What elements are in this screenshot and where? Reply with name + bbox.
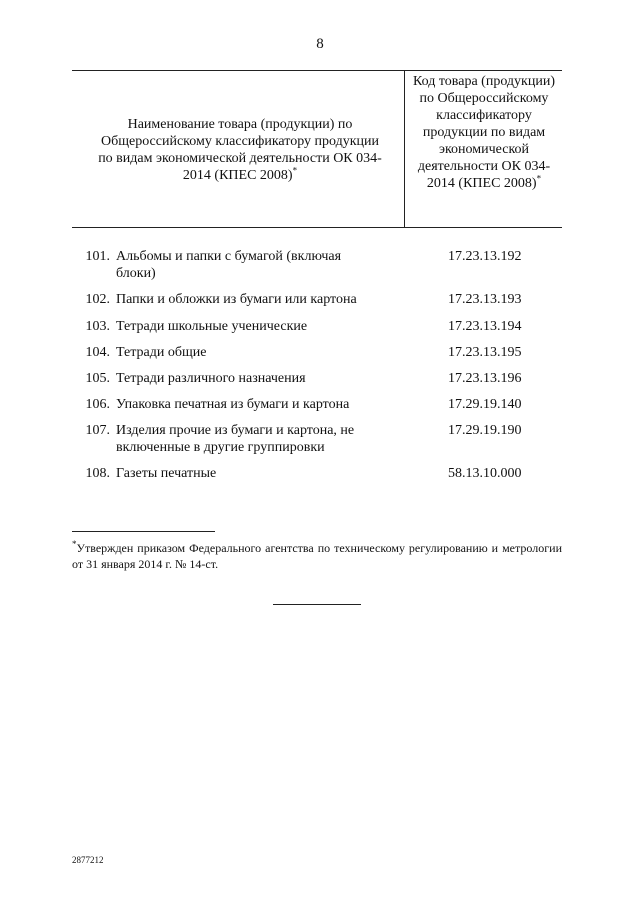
row-product-name: Альбомы и папки с бумагой (включая блоки) bbox=[116, 249, 342, 281]
row-product-code: 58.13.10.000 bbox=[448, 466, 522, 481]
row-number: 106. bbox=[85, 397, 110, 412]
footnote-separator bbox=[72, 531, 215, 532]
row-number: 105. bbox=[85, 371, 110, 386]
footnote bbox=[72, 540, 562, 572]
row-number: 107. bbox=[85, 423, 110, 438]
row-product-name: Тетради общие bbox=[116, 345, 207, 360]
column-header-name-text: Наименование товара (продукции) по Общероссийскому классификатору продукции по видам экономической деятельности ОК 034-2014 (КПЕС 2008) bbox=[98, 117, 382, 183]
row-product-code: 17.23.13.193 bbox=[448, 292, 522, 307]
footnote-marker: * bbox=[292, 165, 298, 176]
end-of-document-rule bbox=[273, 604, 361, 605]
row-product-name: Газеты печатные bbox=[116, 466, 217, 481]
page-number: 8 bbox=[316, 36, 324, 52]
footnote-marker: * bbox=[536, 173, 542, 184]
footnote-text: Утвержден приказом Федерального агентства по техническому регулированию и метрологии от 31 января 2014 г. № 14-ст. bbox=[72, 541, 562, 571]
row-product-code: 17.23.13.192 bbox=[448, 249, 522, 264]
row-product-code: 17.23.13.196 bbox=[448, 371, 522, 386]
table-header-divider bbox=[404, 70, 405, 227]
row-number: 102. bbox=[85, 292, 110, 307]
row-number: 101. bbox=[85, 249, 110, 264]
row-product-name: Изделия прочие из бумаги и картона, не включенные в другие группировки bbox=[116, 423, 355, 455]
row-product-code: 17.29.19.190 bbox=[448, 423, 522, 438]
row-product-name: Тетради школьные ученические bbox=[116, 319, 308, 334]
row-product-name: Тетради различного назначения bbox=[116, 371, 306, 386]
row-product-code: 17.29.19.140 bbox=[448, 397, 522, 412]
row-product-name: Упаковка печатная из бумаги и картона bbox=[116, 397, 350, 412]
column-header-code-text: Код товара (продукции) по Общероссийскому классификатору продукции по видам экономической деятельности ОК 034-2014 (КПЕС 2008) bbox=[413, 74, 555, 191]
footnote-marker: * bbox=[72, 539, 77, 549]
row-product-code: 17.23.13.194 bbox=[448, 319, 522, 334]
row-number: 103. bbox=[85, 319, 110, 334]
document-id: 2877212 bbox=[72, 855, 104, 865]
row-product-name: Папки и обложки из бумаги или картона bbox=[116, 292, 357, 307]
row-product-code: 17.23.13.195 bbox=[448, 345, 522, 360]
table-top-rule bbox=[72, 70, 562, 71]
row-number: 104. bbox=[85, 345, 110, 360]
column-header-name bbox=[95, 116, 385, 184]
column-header-code bbox=[408, 73, 560, 192]
table-header-bottom-rule bbox=[72, 227, 562, 228]
row-number: 108. bbox=[85, 466, 110, 481]
